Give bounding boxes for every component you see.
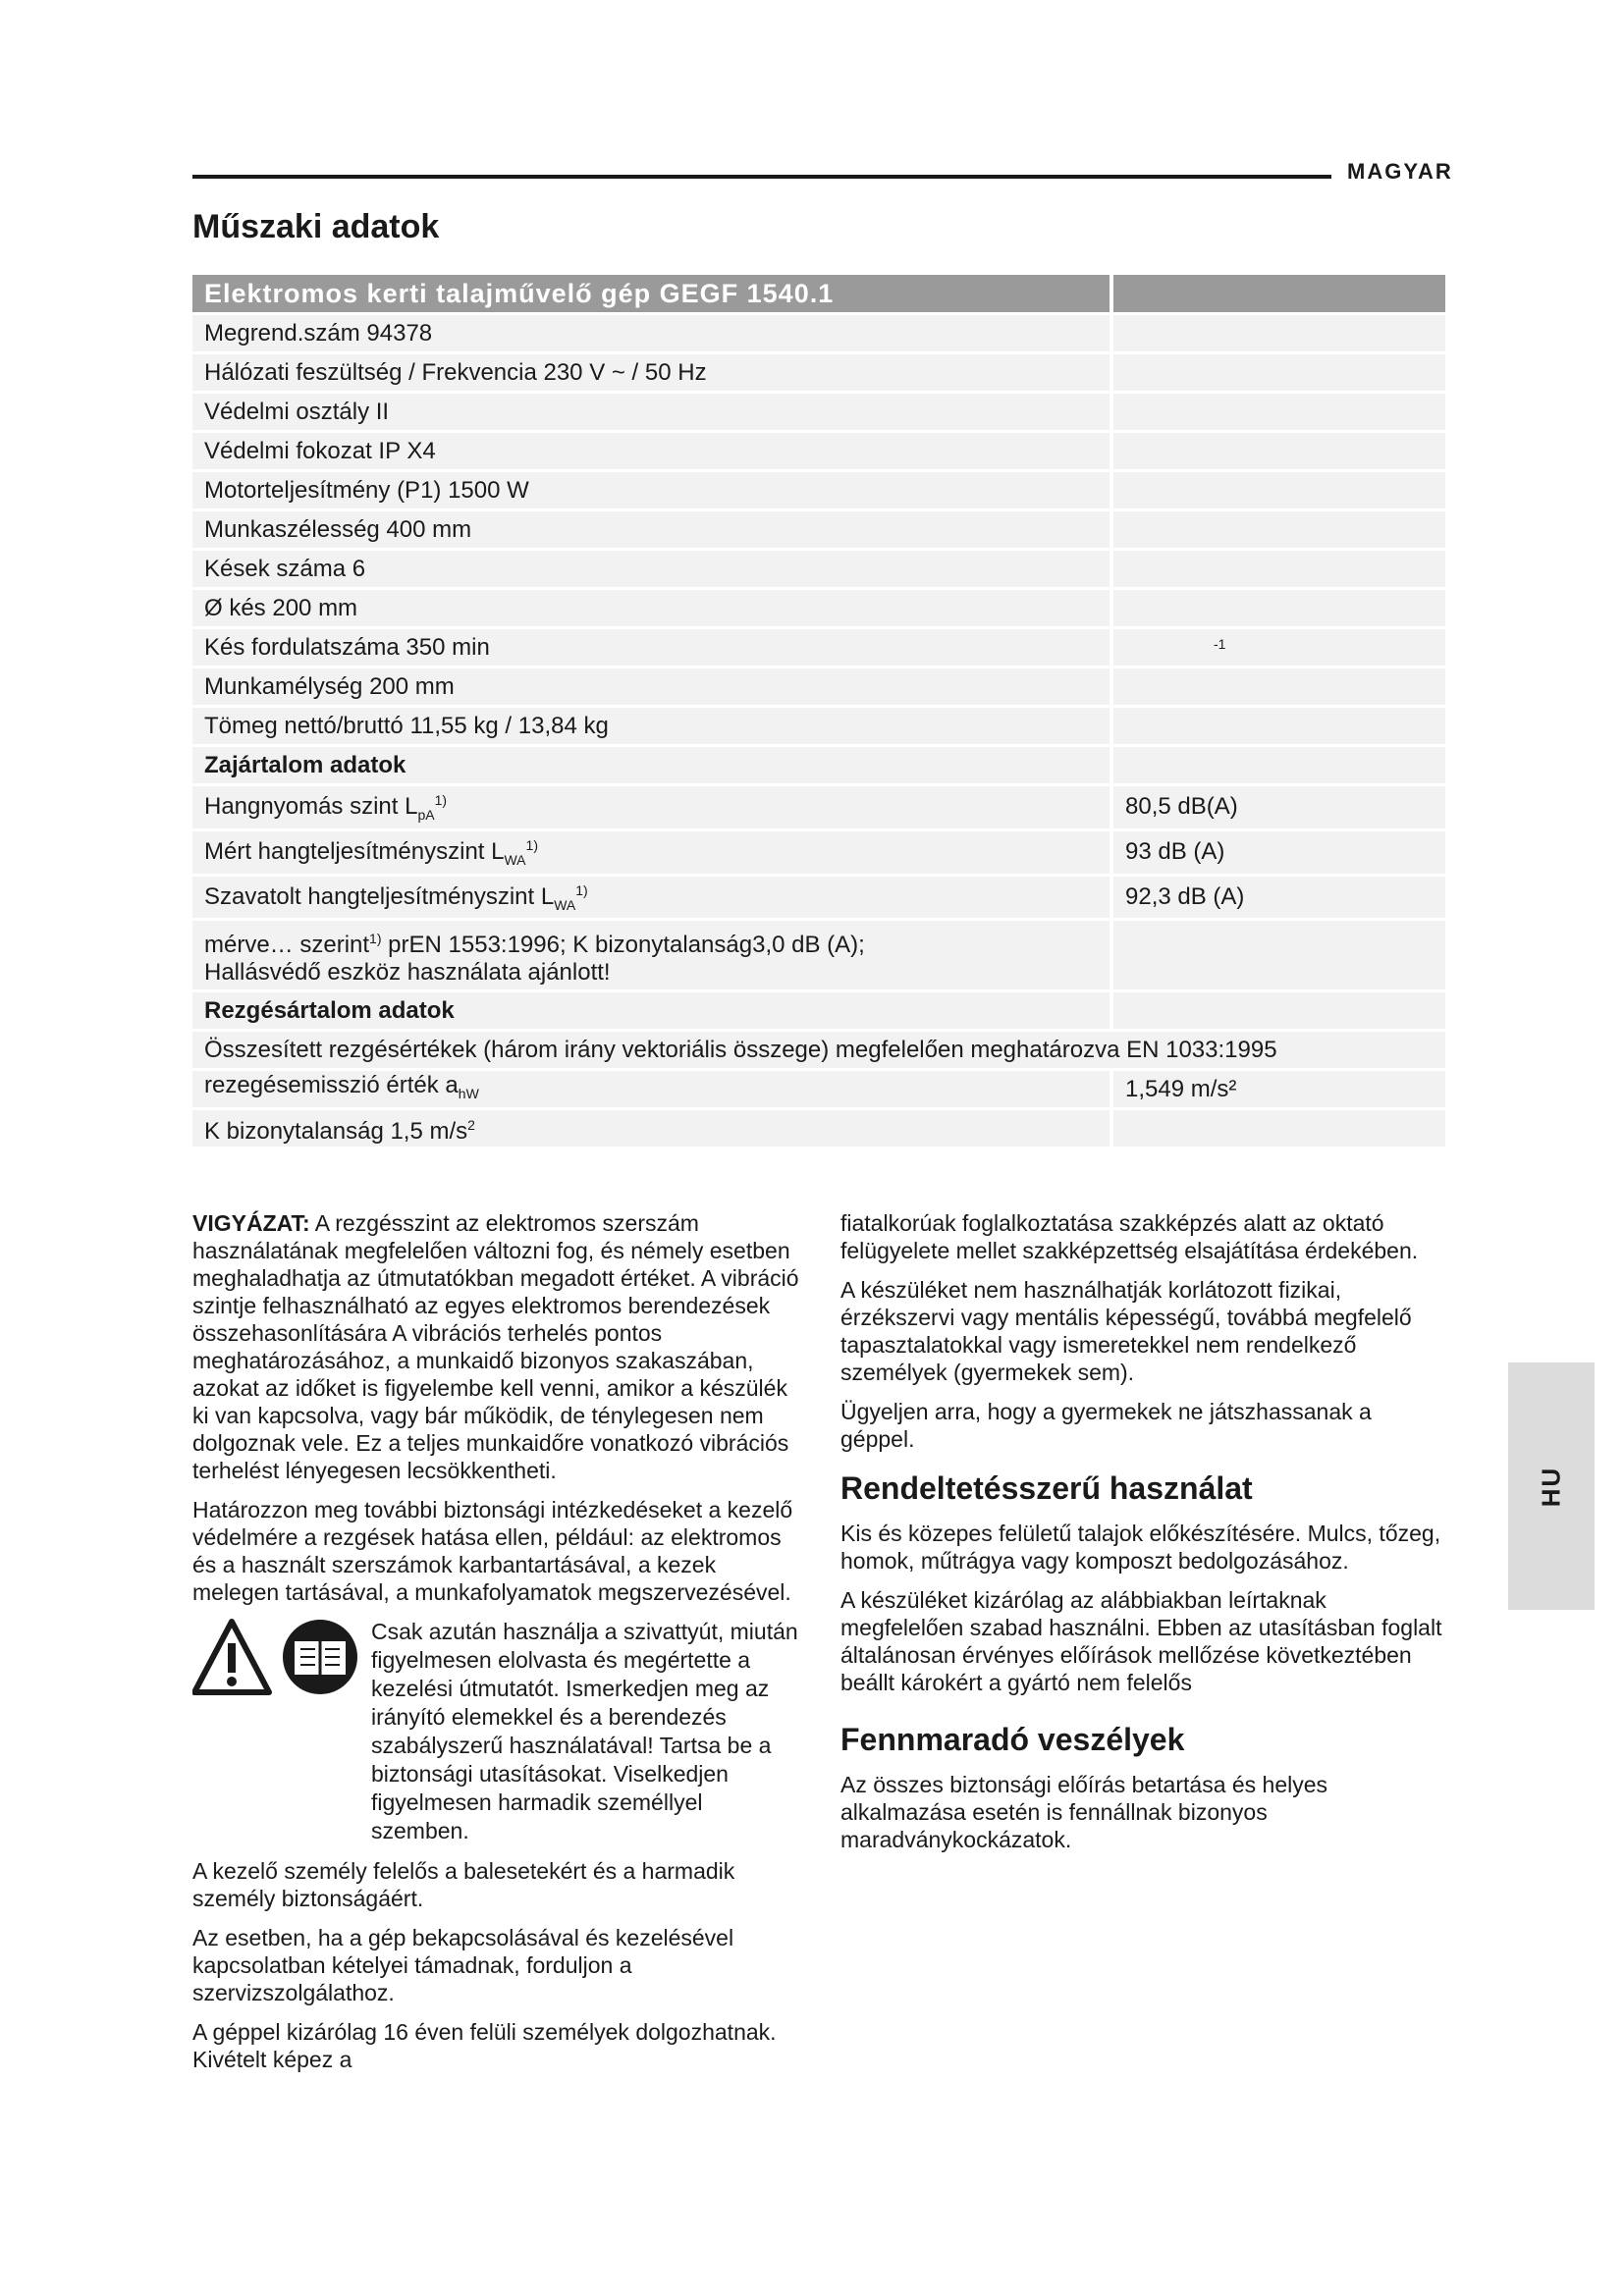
- row-label: Hálózati feszültség / Frekvencia 230 V ~ / 50 Hz: [192, 353, 1111, 393]
- paragraph: A készüléket kizárólag az alábbiakban leírtaknak megfelelően szabad használni. Ebben az utasításban foglalt általánosan érvényes előírások mellőzése következtében beállt károkért a gyártó nem felelős: [840, 1587, 1442, 1695]
- noise-note-row: [192, 920, 1447, 991]
- language-side-tab: [1508, 1362, 1595, 1610]
- row-label: Munkamélység 200 mm: [192, 667, 1111, 707]
- language-tab-label: HU: [1536, 1466, 1566, 1507]
- subscript: WA: [504, 851, 526, 868]
- subscript: WA: [554, 896, 576, 913]
- intended-use-heading: Rendeltetésszerű használat: [840, 1470, 1253, 1506]
- row-label: Védelmi fokozat IP X4: [192, 432, 1111, 471]
- row-value: [1111, 393, 1447, 432]
- subscript: pA: [417, 806, 435, 823]
- footnote-ref: 1): [525, 836, 538, 853]
- table-row: [192, 432, 1447, 471]
- table-row: [192, 875, 1447, 920]
- row-label: Motorteljesítmény (P1) 1500 W: [192, 471, 1111, 510]
- row-label: Kések száma 6: [192, 550, 1111, 589]
- table-row: [192, 1031, 1447, 1070]
- label-text: Mért hangteljesítményszint L: [204, 837, 505, 865]
- footnote-ref: 1): [434, 792, 448, 808]
- paragraph: A kezelő személy felelős a balesetekért és a harmadik személy biztonságáért.: [192, 1858, 735, 1911]
- table-row: [192, 589, 1447, 628]
- table-row: [192, 628, 1447, 667]
- noise-heading-row: [192, 746, 1447, 785]
- read-manual-block: [192, 1618, 801, 1845]
- technical-data-table: [192, 275, 1449, 1149]
- exponent-superscript: -1: [1214, 636, 1226, 652]
- paragraph: fiatalkorúak foglalkoztatása szakképzés alatt az oktató felügyelete mellet szakképzettség elsajátítása érdekében.: [840, 1210, 1419, 1263]
- table-heading-empty: [1111, 275, 1447, 314]
- paragraph: Az esetben, ha a gép bekapcsolásával és kezelésével kapcsolatban kételyei támadnak, forduljon a szervizszolgálathoz.: [192, 1925, 734, 2005]
- label-text: K bizonytalanság 1,5 m/s: [204, 1118, 468, 1146]
- table-row: [192, 393, 1447, 432]
- label-text: rezegésemisszió érték a: [204, 1071, 459, 1098]
- row-label: Tömeg nettó/bruttó 11,55 kg / 13,84 kg: [192, 707, 1111, 746]
- row-value: 80,5 dB(A): [1111, 785, 1447, 830]
- page-title: Műszaki adatok: [192, 208, 440, 245]
- row-label: [192, 785, 1111, 830]
- paragraph: A készüléket nem használhatják korlátozott fizikai, érzékszervi vagy mentális képességű, továbbá megfelelő tapasztalatokkal vagy ismeretekkel nem rendelkező személyek (gyermekek sem).: [840, 1277, 1412, 1385]
- row-label: [192, 1109, 1111, 1148]
- table-row: [192, 785, 1447, 830]
- table-row: [192, 550, 1447, 589]
- row-label: Munkaszélesség 400 mm: [192, 510, 1111, 550]
- table-row: [192, 314, 1447, 353]
- row-value: [1111, 628, 1447, 667]
- paragraph: A géppel kizárólag 16 éven felüli személyek dolgozhatnak. Kivételt képez a: [192, 2019, 777, 2072]
- row-value: [1111, 707, 1447, 746]
- noise-heading: Zajártalom adatok: [192, 746, 1111, 785]
- paragraph: Határozzon meg további biztonsági intézkedéseket a kezelő védelmére a rezgések hatása ellen, például: az elektromos és a használt szerszámok karbantartásával, a kezek melegen tartásával, a munkafolyamatok megszervezésével.: [192, 1497, 793, 1605]
- table-row: [192, 510, 1447, 550]
- table-heading-row: [192, 275, 1447, 314]
- paragraph: Ügyeljen arra, hogy a gyermekek ne játszhassanak a géppel.: [840, 1399, 1372, 1452]
- row-value: [1111, 510, 1447, 550]
- read-manual-text: Csak azután használja a szivattyút, miután figyelmesen elolvasta és megértette a kezelési útmutatót. Ismerkedjen meg az irányító elemekkel és a berendezés szabályszerű használatával! Tartsa be a biztonsági utasításokat. Viselkedjen figyelmesen harmadik személlyel szemben.: [371, 1619, 798, 1843]
- note-prefix: mérve… szerint: [204, 931, 370, 958]
- warning-text: A rezgésszint az elektromos szerszám használatának megfelelően változni fog, és némely esetben meghaladhatja az útmutatókban megadott értéket. A vibráció szintje felhasználható az egyes elektromos berendezések összehasonlítására A vibrációs terhelés pontos meghatározásához, a munkaidő bizonyos szakaszában, azokat az időket is figyelembe kell venni, amikor a készülék ki van kapcsolva, vagy bár működik, de ténylegesen nem dolgoznak vele. Ez a teljes munkaidőre vonatkozó vibrációs terhelést lényegesen lecsökkentheti.: [192, 1210, 799, 1483]
- language-label: MAGYAR: [1347, 159, 1453, 184]
- vibration-heading-row: [192, 991, 1447, 1031]
- row-value: [1111, 667, 1447, 707]
- footnote-ref: 1): [369, 930, 382, 946]
- row-value: 92,3 dB (A): [1111, 875, 1447, 920]
- label-text: Hangnyomás szint L: [204, 793, 418, 820]
- row-label: [192, 875, 1111, 920]
- note-text: prEN 1553:1996; K bizonytalanság3,0 dB (A);: [388, 931, 865, 958]
- row-value: [1111, 746, 1447, 785]
- row-label: Ø kés 200 mm: [192, 589, 1111, 628]
- table-row: [192, 353, 1447, 393]
- row-value: 93 dB (A): [1111, 829, 1447, 875]
- row-value: [1111, 550, 1447, 589]
- paragraph: Kis és közepes felületű talajok előkészítésére. Mulcs, tőzeg, homok, műtrágya vagy komposzt bedolgozásához.: [840, 1521, 1441, 1574]
- row-value: [1111, 920, 1447, 991]
- row-label: Kés fordulatszáma 350 min: [192, 628, 1111, 667]
- table-row: [192, 667, 1447, 707]
- row-value: [1111, 314, 1447, 353]
- row-value: [1111, 1109, 1447, 1148]
- row-value: [1111, 471, 1447, 510]
- right-column: [840, 1209, 1449, 1865]
- superscript: 2: [467, 1117, 475, 1134]
- noise-note: [192, 920, 1111, 991]
- subscript: hW: [458, 1085, 479, 1101]
- footnote-ref: 1): [575, 881, 588, 898]
- row-label: Megrend.szám 94378: [192, 314, 1111, 353]
- row-value: [1111, 432, 1447, 471]
- table-row: [192, 829, 1447, 875]
- left-column: [192, 1209, 801, 2085]
- table-row: [192, 707, 1447, 746]
- table-heading: Elektromos kerti talajművelő gép GEGF 1540.1: [192, 275, 1111, 314]
- row-label: [192, 1070, 1111, 1109]
- row-label: [192, 829, 1111, 875]
- row-value: [1111, 991, 1447, 1031]
- table-row: [192, 1070, 1447, 1109]
- warning-paragraph: [192, 1209, 801, 1484]
- warning-label: VIGYÁZAT:: [192, 1210, 310, 1236]
- row-value: [1111, 589, 1447, 628]
- row-label: Védelmi osztály II: [192, 393, 1111, 432]
- row-value: 1,549 m/s²: [1111, 1070, 1447, 1109]
- residual-risks-heading: Fennmaradó veszélyek: [840, 1722, 1185, 1757]
- table-row: [192, 1109, 1447, 1148]
- vibration-summary: Összesített rezgésértékek (három irány vektoriális összege) megfelelően meghatározva EN 1033:1995: [192, 1031, 1447, 1070]
- paragraph: Az összes biztonsági előírás betartása és helyes alkalmazása esetén is fennállnak bizonyos maradványkockázatok.: [840, 1772, 1328, 1852]
- table-row: [192, 471, 1447, 510]
- vibration-heading: Rezgésártalom adatok: [192, 991, 1111, 1031]
- label-text: Szavatolt hangteljesítményszint L: [204, 882, 555, 910]
- note-line2: Hallásvédő eszköz használata ajánlott!: [204, 958, 611, 986]
- warning-and-manual-icon: [192, 1618, 365, 1696]
- row-value: [1111, 353, 1447, 393]
- header-rule: [192, 175, 1331, 179]
